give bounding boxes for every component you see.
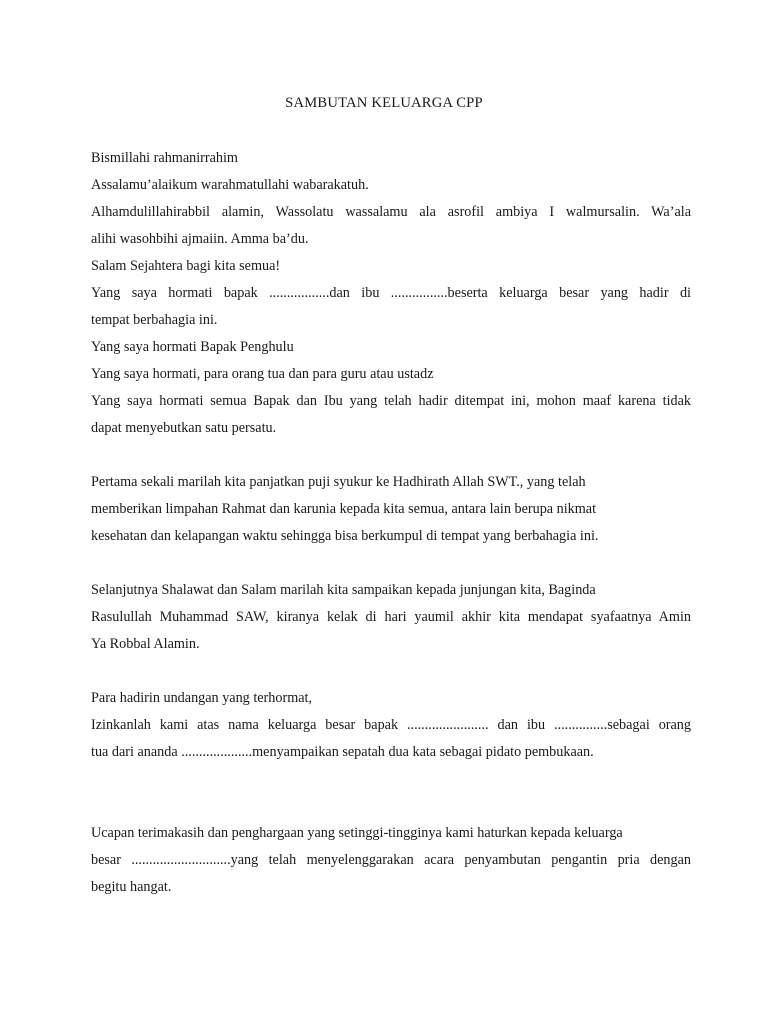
text-line: Para hadirin undangan yang terhormat, bbox=[91, 690, 313, 706]
text-line: besar ............................yang telah menyelenggarakan acara penyambutan pengantin pria dengan bbox=[91, 852, 691, 868]
text-line: begitu hangat. bbox=[91, 879, 172, 895]
text-line: alihi wasohbihi ajmaiin. Amma ba’du. bbox=[91, 231, 309, 247]
text-line: memberikan limpahan Rahmat dan karunia kepada kita semua, antara lain berupa nikmat bbox=[91, 501, 597, 517]
text-line: Selanjutnya Shalawat dan Salam marilah kita sampaikan kepada junjungan kita, Baginda bbox=[91, 582, 596, 598]
text-line: Ucapan terimakasih dan penghargaan yang setinggi-tingginya kami haturkan kepada keluarga bbox=[91, 825, 623, 841]
text-line: kesehatan dan kelapangan waktu sehingga bisa berkumpul di tempat yang berbahagia ini. bbox=[91, 528, 599, 544]
text-line: Pertama sekali marilah kita panjatkan puji syukur ke Hadhirath Allah SWT., yang telah bbox=[91, 474, 586, 490]
paragraph-gap bbox=[91, 550, 691, 577]
text-line: Bismillahi rahmanirrahim bbox=[91, 150, 238, 166]
document-body bbox=[91, 145, 691, 901]
paragraph-gap bbox=[91, 766, 691, 820]
text-line: Yang saya hormati bapak .................dan ibu ................beserta keluarga besar yang hadir di bbox=[91, 285, 691, 301]
text-line: Ya Robbal Alamin. bbox=[91, 636, 200, 652]
text-line: tua dari ananda ....................menyampaikan sepatah dua kata sebagai pidato pembukaan. bbox=[91, 744, 594, 760]
text-line: Yang saya hormati Bapak Penghulu bbox=[91, 339, 294, 355]
text-line: Rasulullah Muhammad SAW, kiranya kelak di hari yaumil akhir kita mendapat syafaatnya Amin bbox=[91, 609, 691, 625]
text-line: tempat berbahagia ini. bbox=[91, 312, 218, 328]
paragraph-gap bbox=[91, 442, 691, 469]
text-line: dapat menyebutkan satu persatu. bbox=[91, 420, 277, 436]
document-title: SAMBUTAN KELUARGA CPP bbox=[285, 95, 483, 111]
text-line: Salam Sejahtera bagi kita semua! bbox=[91, 258, 281, 274]
text-line: Yang saya hormati, para orang tua dan para guru atau ustadz bbox=[91, 366, 434, 382]
text-line: Yang saya hormati semua Bapak dan Ibu yang telah hadir ditempat ini, mohon maaf karena tidak bbox=[91, 393, 691, 409]
text-line: Alhamdulillahirabbil alamin, Wassolatu wassalamu ala asrofil ambiya I walmursalin. Wa’ala bbox=[91, 204, 691, 220]
paragraph-gap bbox=[91, 658, 691, 685]
text-line: Izinkanlah kami atas nama keluarga besar bapak ....................... dan ibu ...............sebagai orang bbox=[91, 717, 691, 733]
text-line: Assalamu’alaikum warahmatullahi wabarakatuh. bbox=[91, 177, 369, 193]
